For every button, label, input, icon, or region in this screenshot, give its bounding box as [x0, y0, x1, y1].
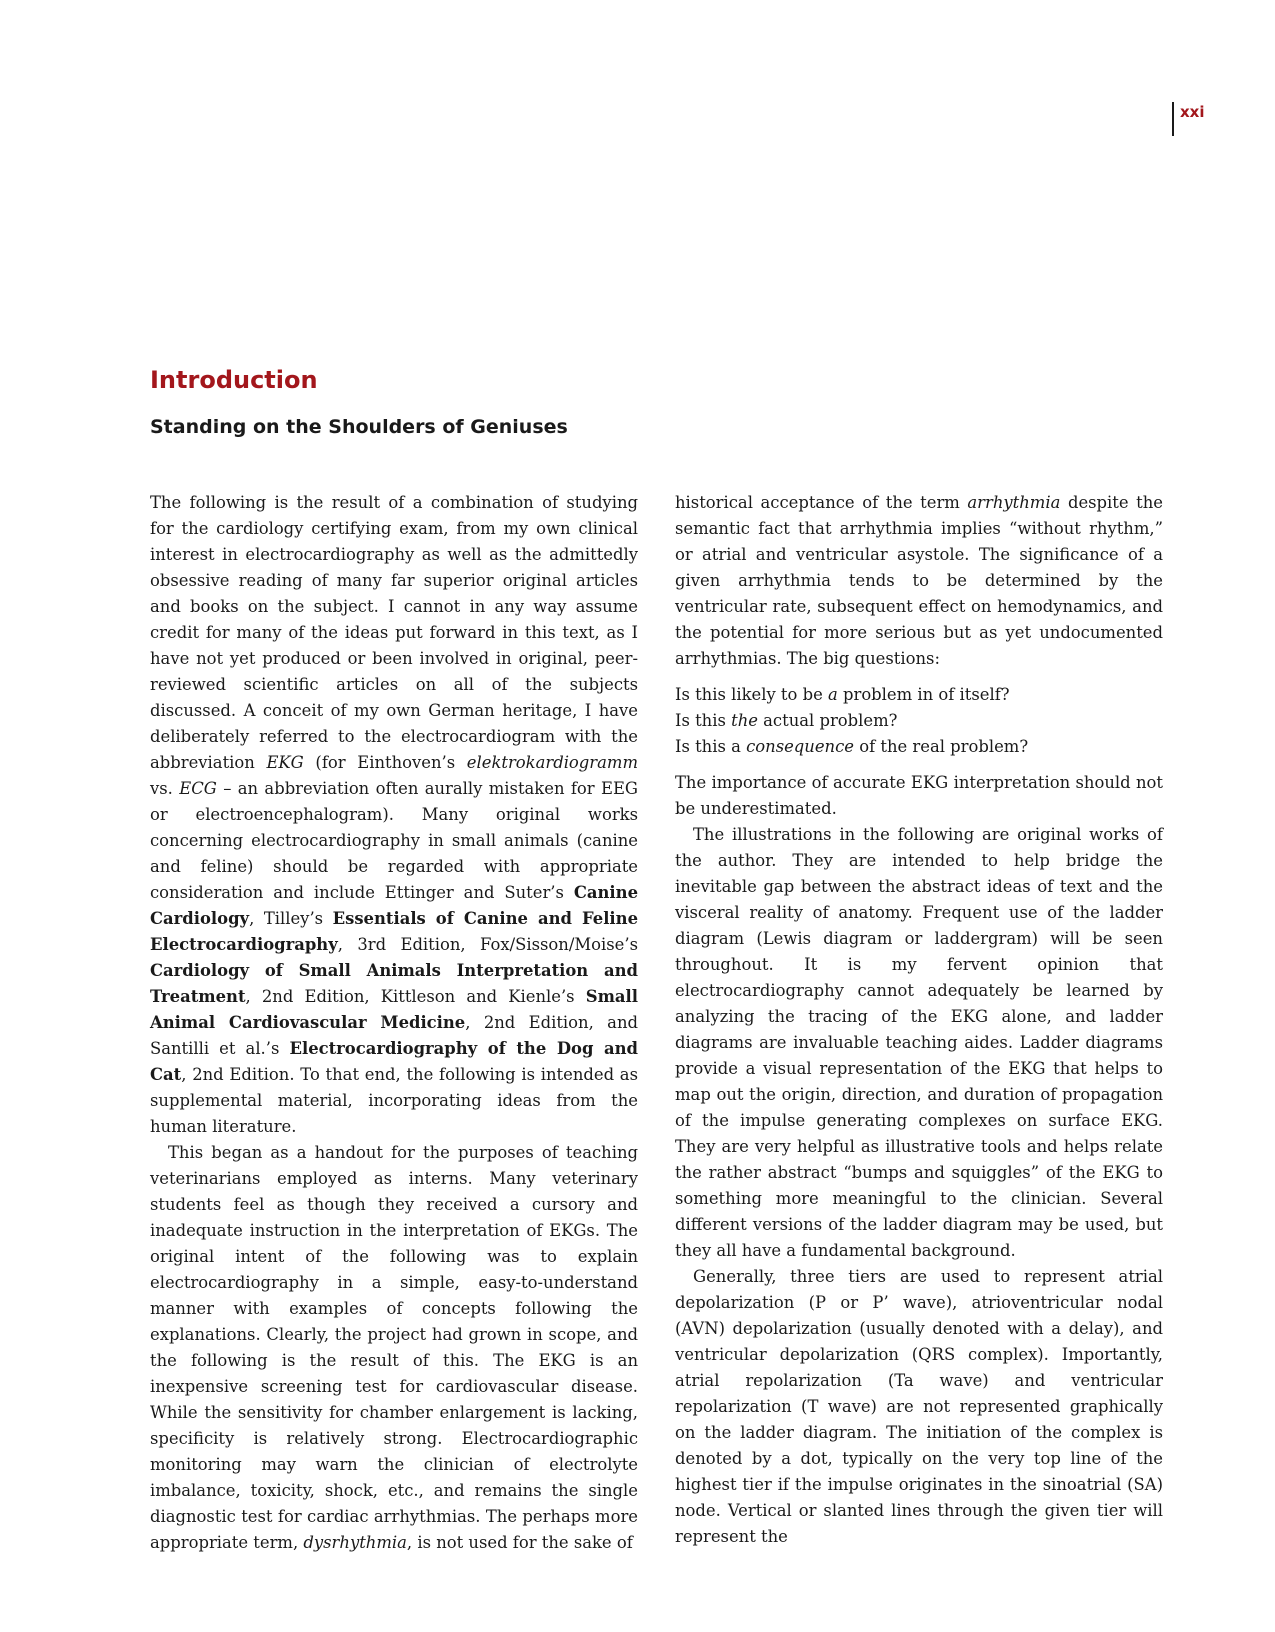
paragraph-3: [675, 490, 1163, 672]
paragraph-1: [150, 490, 638, 1140]
italic-term: consequence: [746, 737, 854, 756]
left-column: [150, 490, 638, 1556]
book-title: Essentials of Canine and Feline Electrocardiography: [150, 909, 639, 954]
text-run: Is this: [675, 711, 732, 730]
italic-term: ECG: [179, 779, 217, 798]
italic-term: dysrhythmia: [303, 1533, 407, 1552]
text-run: problem in of itself?: [837, 685, 1010, 704]
text-run: This began as a handout for the purposes of teaching veterinarians employed as interns. Many veterinary students feel as though they received a cursory and inadequate instruction in the interpretation of EKGs. The original intent of the following was to explain electrocardiography in a simple, easy-to-understand manner with examples of concepts following the explanations. Clearly, the project had grown in scope, and the following is the result of this. The EKG is an inexpensive screening test for cardiovascular disease. While the sensitivity for chamber enlargement is lacking, specificity is relatively strong. Electrocardiographic monitoring may warn the clinician of electrolyte imbalance, toxicity, shock, etc., and remains the single diagnostic test for cardiac arrhythmias. The perhaps more appropriate term,: [150, 1143, 638, 1552]
text-run: , 2nd Edition. To that end, the following is intended as supplemental material, incorporating ideas from the human literature.: [150, 1065, 638, 1136]
paragraph-6: Generally, three tiers are used to represent atrial depolarization (P or P’ wave), atrioventricular nodal (AVN) depolarization (usually denoted with a delay), and ventricular depolarization (QRS complex). Importantly, atrial repolarization (Ta wave) and ventricular repolarization (T wave) are not represented graphically on the ladder diagram. The initiation of the complex is denoted by a dot, typically on the very top line of the highest tier if the impulse originates in the sinoatrial (SA) node. Vertical or slanted lines through the given tier will represent the: [675, 1267, 1163, 1546]
text-run: Is this likely to be: [675, 685, 828, 704]
italic-term: EKG: [266, 753, 304, 772]
question-item: [675, 734, 1163, 760]
text-run: , 2nd Edition, and Santilli et al.’s: [150, 1013, 638, 1058]
text-run: , 2nd Edition, Kittleson and Kienle’s: [245, 987, 586, 1006]
text-run: Is this a: [675, 737, 747, 756]
paragraph-5: The illustrations in the following are original works of the author. They are intended to help bridge the inevitable gap between the abstract ideas of text and the visceral reality of anatomy. Frequent use of the ladder diagram (Lewis diagram or laddergram) will be seen throughout. It is my fervent opinion that electrocardiography cannot adequately be learned by analyzing the tracing of the EKG alone, and ladder diagrams are invaluable teaching aides. Ladder diagrams provide a visual representation of the EKG that helps to map out the origin, direction, and duration of propagation of the impulse generating complexes on surface EKG. They are very helpful as illustrative tools and helps relate the rather abstract “bumps and squiggles” of the EKG to something more meaningful to the clinician. Several different versions of the ladder diagram may be used, but they all have a fundamental background.: [675, 825, 1163, 1260]
text-run: , 3rd Edition, Fox/Sisson/Moise’s: [337, 935, 638, 954]
text-run: despite the semantic fact that arrhythmia implies “without rhythm,” or atrial and ventricular asystole. The significance of a given arrhythmia tends to be determined by the ventricular rate, subsequent effect on hemodynamics, and the potential for more serious but as yet undocumented arrhythmias. The big questions:: [675, 493, 1164, 668]
book-title: Cardiology of Small Animals Interpretation and Treatment: [150, 961, 638, 1006]
text-run: , Tilley’s: [249, 909, 333, 928]
italic-term: arrhythmia: [967, 493, 1061, 512]
text-run: , is not used for the sake of: [406, 1533, 633, 1552]
text-run: vs.: [150, 779, 180, 798]
text-run: – an abbreviation often aurally mistaken for EEG or electroencephalogram). Many original works concerning electrocardiography in small animals (canine and feline) should be regarded with appropriate consideration and include Ettinger and Suter’s: [150, 779, 638, 902]
text-run: actual problem?: [757, 711, 898, 730]
italic-term: a: [828, 685, 838, 704]
italic-term: elektrokardiogramm: [466, 753, 638, 772]
book-title: Electrocardiography of the Dog and Cat: [150, 1039, 638, 1084]
book-title: Canine Cardiology: [150, 883, 638, 928]
text-run: of the real problem?: [854, 737, 1029, 756]
question-list: [675, 682, 1163, 760]
book-title: Small Animal Cardiovascular Medicine: [150, 987, 638, 1032]
text-run: The following is the result of a combination of studying for the cardiology certifying exam, from my own clinical interest in electrocardiography as well as the admittedly obsessive reading of many far superior original articles and books on the subject. I cannot in any way assume credit for many of the ideas put forward in this text, as I have not yet produced or been involved in original, peer-reviewed scientific articles on all of the subjects discussed. A conceit of my own German heritage, I have deliberately referred to the electrocardiogram with the abbreviation: [150, 493, 638, 772]
text-run: (for Einthoven’s: [303, 753, 467, 772]
question-item: [675, 682, 1163, 708]
question-item: [675, 708, 1163, 734]
paragraph-4: The importance of accurate EKG interpretation should not be underestimated.: [675, 773, 1163, 818]
right-column: [675, 490, 1163, 1550]
text-run: historical acceptance of the term: [675, 493, 968, 512]
paragraph-2: [150, 1140, 638, 1556]
page-number: xxi: [1172, 102, 1205, 136]
chapter-title: Introduction: [150, 366, 318, 394]
italic-term: the: [731, 711, 758, 730]
chapter-subtitle: Standing on the Shoulders of Geniuses: [150, 416, 568, 438]
